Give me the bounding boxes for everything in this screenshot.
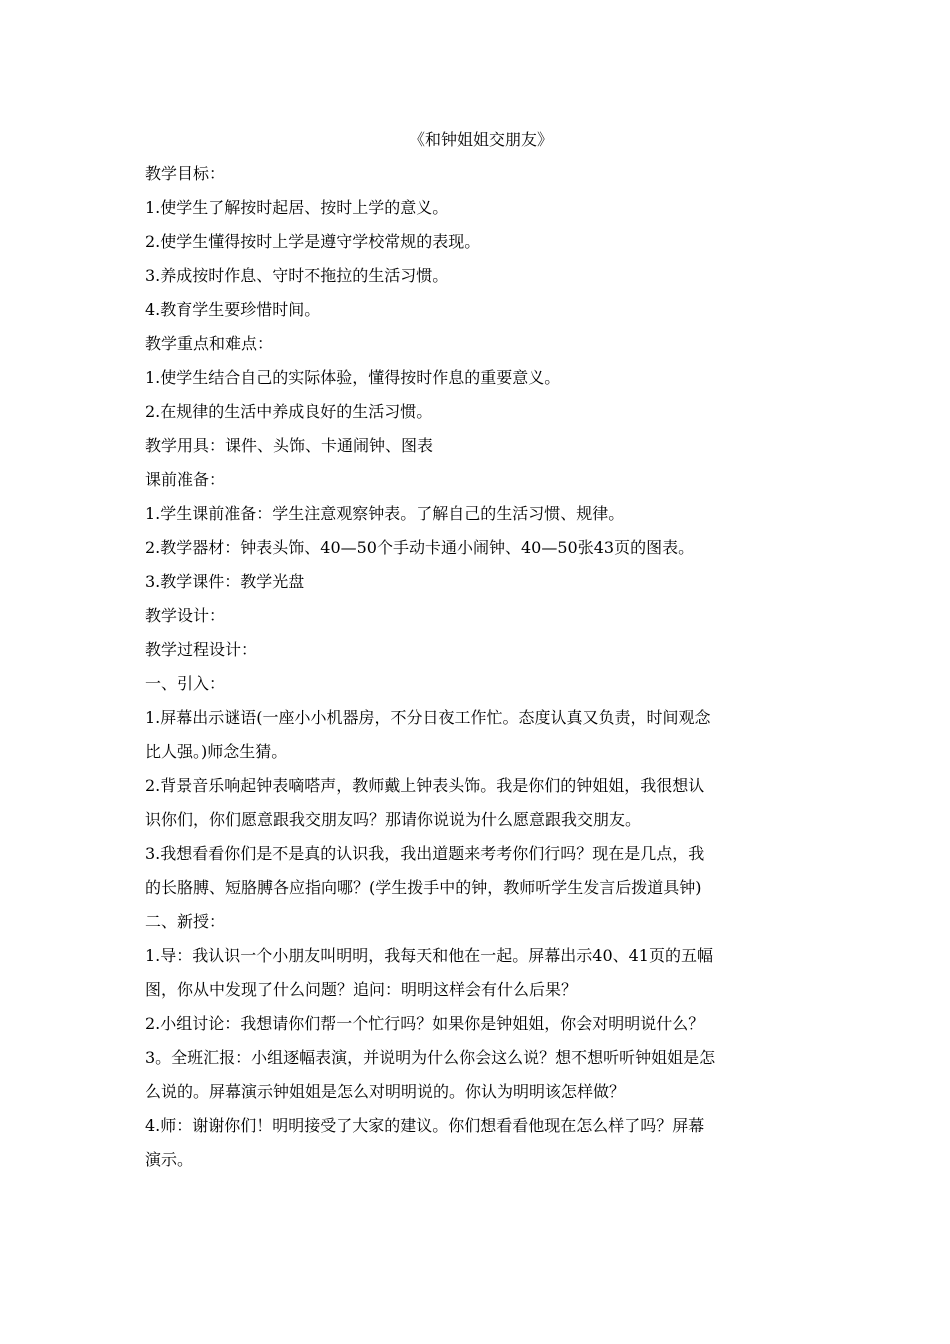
- preparation-item: 2.教学器材：钟表头饰、40—50个手动卡通小闹钟、40—50张43页的图表。: [145, 538, 695, 557]
- key-points-heading: 教学重点和难点：: [145, 334, 274, 353]
- intro-line: 3.我想看看你们是不是真的认识我，我出道题来考考你们行吗？现在是几点，我: [145, 844, 705, 863]
- new-lesson-line: 3。全班汇报：小组逐幅表演，并说明为什么你会这么说？想不想听听钟姐姐是怎: [145, 1048, 716, 1067]
- new-lesson-line: 演示。: [145, 1150, 194, 1169]
- new-lesson-line: 么说的。屏幕演示钟姐姐是怎么对明明说的。你认为明明该怎样做？: [145, 1082, 626, 1101]
- preparation-item: 3.教学课件：教学光盘: [145, 572, 305, 591]
- intro-line: 比人强。)师念生猜。: [145, 742, 288, 761]
- key-point-item: 2.在规律的生活中养成良好的生活习惯。: [145, 402, 433, 421]
- new-lesson-line: 2.小组讨论：我想请你们帮一个忙行吗？如果你是钟姐姐，你会对明明说什么？: [145, 1014, 705, 1033]
- new-lesson-heading: 二、新授：: [145, 912, 226, 931]
- intro-line: 的长胳膊、短胳膊各应指向哪？(学生拨手中的钟，教师听学生发言后拨道具钟): [145, 878, 702, 897]
- lesson-plan-body: [145, 123, 815, 1177]
- design-heading: 教学设计：: [145, 606, 226, 625]
- intro-line: 1.屏幕出示谜语(一座小小机器房，不分日夜工作忙。态度认真又负责，时间观念: [145, 708, 711, 727]
- objectives-heading: 教学目标：: [145, 164, 226, 183]
- intro-line: 识你们，你们愿意跟我交朋友吗？那请你说说为什么愿意跟我交朋友。: [145, 810, 642, 829]
- objective-item: 1.使学生了解按时起居、按时上学的意义。: [145, 198, 449, 217]
- teaching-tools: 教学用具：课件、头饰、卡通闹钟、图表: [145, 436, 434, 455]
- new-lesson-line: 4.师：谢谢你们！明明接受了大家的建议。你们想看看他现在怎么样了吗？屏幕: [145, 1116, 705, 1135]
- preparation-heading: 课前准备：: [145, 470, 226, 489]
- key-point-item: 1.使学生结合自己的实际体验，懂得按时作息的重要意义。: [145, 368, 561, 387]
- intro-heading: 一、引入：: [145, 674, 226, 693]
- new-lesson-line: 1.导：我认识一个小朋友叫明明，我每天和他在一起。屏幕出示40、41页的五幅: [145, 946, 713, 965]
- objective-item: 4.教育学生要珍惜时间。: [145, 300, 321, 319]
- new-lesson-line: 图，你从中发现了什么问题？追问：明明这样会有什么后果？: [145, 980, 578, 999]
- intro-line: 2.背景音乐响起钟表嘀嗒声，教师戴上钟表头饰。我是你们的钟姐姐，我很想认: [145, 776, 705, 795]
- objective-item: 3.养成按时作息、守时不拖拉的生活习惯。: [145, 266, 449, 285]
- process-heading: 教学过程设计：: [145, 640, 258, 659]
- preparation-item: 1.学生课前准备：学生注意观察钟表。了解自己的生活习惯、规律。: [145, 504, 625, 523]
- document-title: 《和钟姐姐交朋友》: [408, 130, 553, 149]
- objective-item: 2.使学生懂得按时上学是遵守学校常规的表现。: [145, 232, 481, 251]
